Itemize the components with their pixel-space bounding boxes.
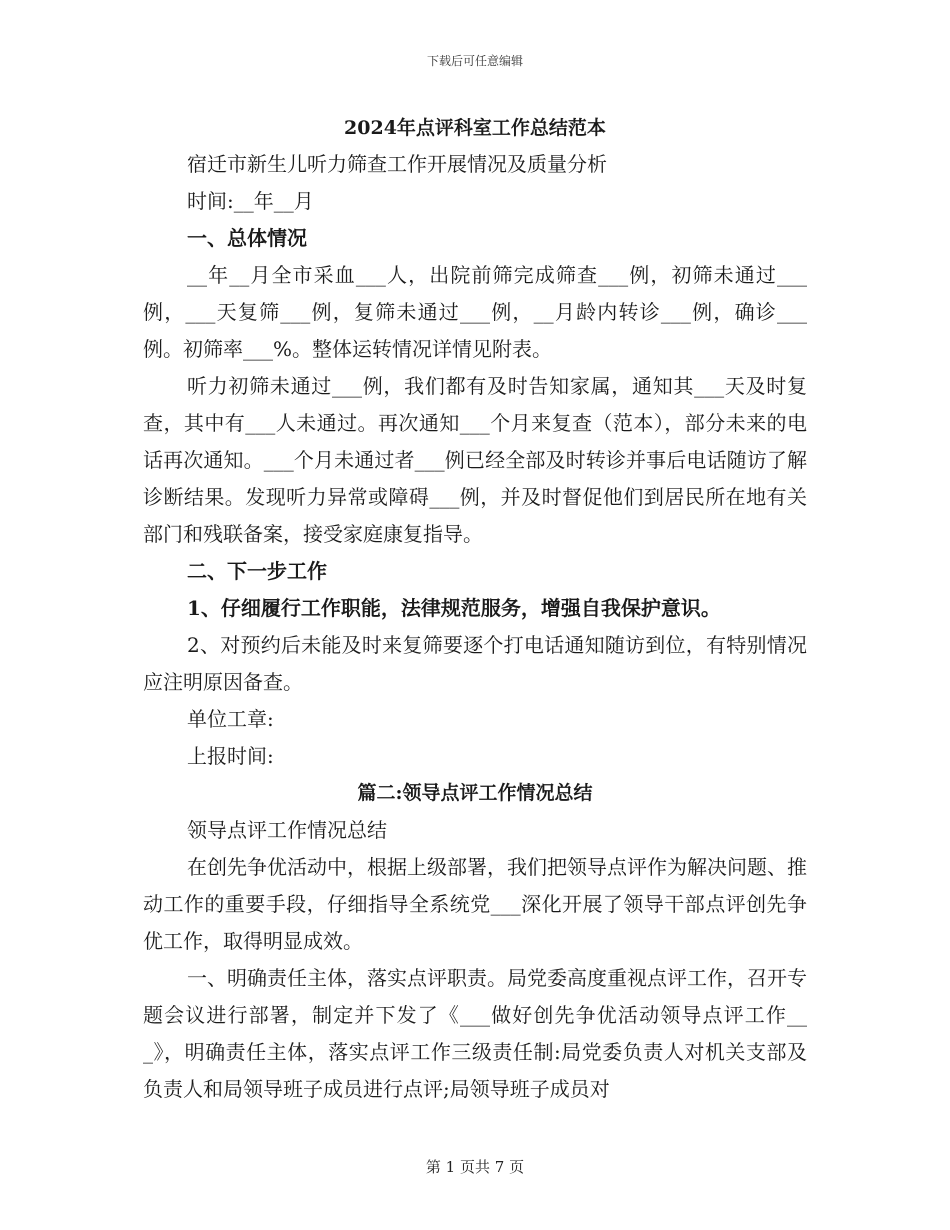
section-1-heading: 一、总体情况 <box>187 226 307 250</box>
document-subtitle: 宿迁市新生儿听力筛查工作开展情况及质量分析 <box>187 152 607 176</box>
part-2-subtitle: 领导点评工作情况总结 <box>187 818 387 842</box>
paragraph-responsibility: 一、明确责任主体，落实点评职责。局党委高度重视点评工作，召开专题会议进行部署，制定并下发了《___做好创先争优活动领导点评工作___》，明确责任主体，落实点评工作三级责任制:局党委负责人对机关支部及负责人和局领导班子成员进行点评;局领导班子成员对 <box>143 966 807 1101</box>
time-line: 时间:__年__月 <box>187 189 314 213</box>
section-2-heading: 二、下一步工作 <box>187 559 327 583</box>
report-time-label: 上报时间: <box>187 744 274 768</box>
paragraph-followup: 听力初筛未通过___例，我们都有及时告知家属，通知其___天及时复查，其中有___人未通过。再次通知___个月来复查（范本），部分未来的电话再次通知。___个月未通过者___例已经全部及时转诊并事后电话随访了解诊断结果。发现听力异常或障碍___例，并及时督促他们到居民所在地有关部门和残联备案，接受家庭康复指导。 <box>143 374 807 546</box>
next-step-item-2: 2、对预约后未能及时来复筛要逐个打电话通知随访到位，有特别情况应注明原因备查。 <box>143 633 807 694</box>
paragraph-leader-review: 在创先争优活动中，根据上级部署，我们把领导点评作为解决问题、推动工作的重要手段，仔细指导全系统党___深化开展了领导干部点评创先争优工作，取得明显成效。 <box>143 855 807 953</box>
document-title: 2024年点评科室工作总结范本 <box>344 117 606 139</box>
document-body <box>143 110 807 1108</box>
page-footer-number: 第 1 页共 7 页 <box>425 1158 525 1176</box>
paragraph-overview: __年__月全市采血___人，出院前筛完成筛查___例，初筛未通过___例，___天复筛___例，复筛未通过___例，__月龄内转诊___例，确诊___例。初筛率___%。整体运转情况详情见附表。 <box>143 263 807 361</box>
unit-seal-label: 单位工章: <box>187 707 274 731</box>
part-2-title: 篇二:领导点评工作情况总结 <box>357 782 593 804</box>
page-header-note: 下载后可任意编辑 <box>426 54 523 68</box>
next-step-item-1: 1、仔细履行工作职能，法律规范服务，增强自我保护意识。 <box>187 596 721 620</box>
